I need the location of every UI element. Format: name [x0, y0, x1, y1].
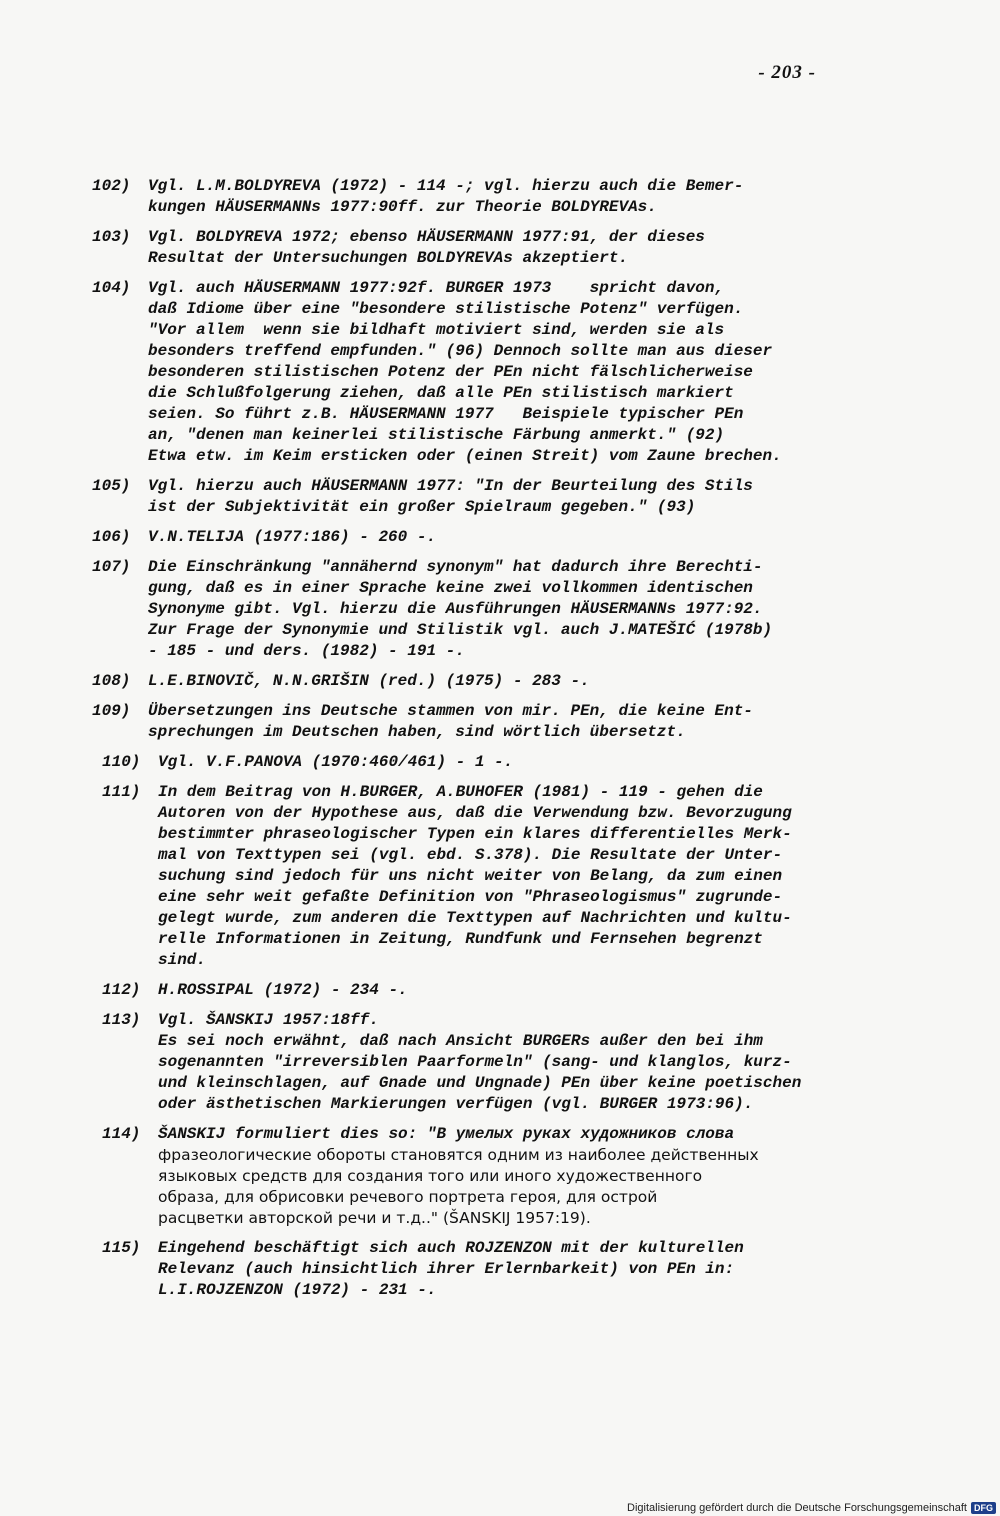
footnote — [92, 1238, 862, 1301]
footnote-line: Resultat der Untersuchungen BOLDYREVAs akzeptiert. — [148, 249, 629, 267]
footnote-number: 112) — [102, 981, 141, 999]
footnote — [92, 782, 862, 971]
footnote-line: eine sehr weit gefaßte Definition von "Phraseologismus" zugrunde- — [158, 888, 783, 906]
footnote-line: seien. So führt z.B. HÄUSERMANN 1977 Beispiele typischer PEn — [148, 405, 744, 423]
footnote — [92, 557, 862, 662]
footnote-line: H.ROSSIPAL (1972) - 234 -. — [158, 981, 408, 999]
footnote-text — [158, 1124, 862, 1229]
footnote-number: 110) — [102, 753, 141, 771]
footnote-line: bestimmter phraseologischer Typen ein klares differentielles Merk- — [158, 825, 792, 843]
footnote — [92, 701, 862, 743]
footnote-line: Vgl. ŠANSKIJ 1957:18ff. — [158, 1011, 379, 1029]
footnote-text — [148, 557, 862, 662]
footer — [627, 1502, 996, 1514]
footnote-line: suchung sind jedoch für uns nicht weiter von Belang, da zum einen — [158, 867, 783, 885]
page-number: - 203 - — [758, 62, 816, 83]
footnote-line: языковых средств для создания того или иного художественного — [158, 1167, 703, 1185]
footnote-line: - 185 - und ders. (1982) - 191 -. — [148, 642, 465, 660]
footnote-line: sogenannten "irreversiblen Paarformeln" (sang- und klanglos, kurz- — [158, 1053, 792, 1071]
footnote-line: Vgl. L.M.BOLDYREVA (1972) - 114 -; vgl. hierzu auch die Bemer- — [148, 177, 744, 195]
footnote-line: "Vor allem wenn sie bildhaft motiviert sind, werden sie als — [148, 321, 725, 339]
footnote-line: Die Einschränkung "annähernd synonym" hat dadurch ihre Berechti- — [148, 558, 763, 576]
footnote-line: Zur Frage der Synonymie und Stilistik vgl. auch J.MATEŠIĆ (1978b) — [148, 621, 773, 639]
footnote — [92, 176, 862, 218]
footnote-line: mal von Texttypen sei (vgl. ebd. S.378). Die Resultate der Unter- — [158, 846, 783, 864]
footnote-line: L.I.ROJZENZON (1972) - 231 -. — [158, 1281, 437, 1299]
footnote-text — [148, 701, 862, 743]
footnote — [92, 476, 862, 518]
footnote-line: Vgl. BOLDYREVA 1972; ebenso HÄUSERMANN 1977:91, der dieses — [148, 228, 705, 246]
footnote-line: Synonyme gibt. Vgl. hierzu die Ausführungen HÄUSERMANNs 1977:92. — [148, 600, 763, 618]
footnote-number: 114) — [102, 1125, 141, 1143]
footnote — [92, 752, 862, 773]
footnote-line: Es sei noch erwähnt, daß nach Ansicht BURGERs außer den bei ihm — [158, 1032, 763, 1050]
footnote-line: ist der Subjektivität ein großer Spielraum gegeben." (93) — [148, 498, 696, 516]
footnote — [92, 227, 862, 269]
footnote-line: sprechungen im Deutschen haben, sind wörtlich übersetzt. — [148, 723, 686, 741]
footnote-line: Etwa etw. im Keim ersticken oder (einen Streit) vom Zaune brechen. — [148, 447, 782, 465]
footnote-line: relle Informationen in Zeitung, Rundfunk und Fernsehen begrenzt — [158, 930, 763, 948]
footnote-line: und kleinschlagen, auf Gnade und Ungnade) PEn über keine poetischen — [158, 1074, 802, 1092]
footnote-line: Relevanz (auch hinsichtlich ihrer Erlernbarkeit) von PEn in: — [158, 1260, 735, 1278]
footnote-number: 102) — [92, 177, 131, 195]
footnote-line: daß Idiome über eine "besondere stilistische Potenz" verfügen. — [148, 300, 744, 318]
footnote-number: 107) — [92, 558, 131, 576]
footnote-line: besonderen stilistischen Potenz der PEn nicht fälschlicherweise — [148, 363, 753, 381]
footnote — [92, 1010, 862, 1115]
footnote — [92, 671, 862, 692]
footnote-line: gelegt wurde, zum anderen die Texttypen auf Nachrichten und kultu- — [158, 909, 792, 927]
footnote-text — [158, 1238, 862, 1301]
footnote-line: Autoren von der Hypothese aus, daß die Verwendung bzw. Bevorzugung — [158, 804, 792, 822]
footnote-text — [148, 176, 862, 218]
footnote-text — [158, 752, 862, 773]
footnote-text — [158, 1010, 862, 1115]
footnote-line: Vgl. auch HÄUSERMANN 1977:92f. BURGER 1973 spricht davon, — [148, 279, 725, 297]
footnote-line: образа, для обрисовки речевого портрета героя, для острой — [158, 1188, 658, 1206]
footnote-text — [158, 980, 862, 1001]
footnote-line: фразеологические обороты становятся одним из наиболее действенных — [158, 1146, 759, 1164]
footnote-line: besonders treffend empfunden." (96) Dennoch sollte man aus dieser — [148, 342, 773, 360]
footnote-number: 109) — [92, 702, 131, 720]
footnote-line: V.N.TELIJA (1977:186) - 260 -. — [148, 528, 437, 546]
footer-text: Digitalisierung gefördert durch die Deutsche Forschungsgemeinschaft — [627, 1502, 967, 1514]
footnote — [92, 527, 862, 548]
footnote-number: 104) — [92, 279, 131, 297]
footnote-line: oder ästhetischen Markierungen verfügen (vgl. BURGER 1973:96). — [158, 1095, 754, 1113]
footnote-number: 113) — [102, 1011, 141, 1029]
footnote-line: L.E.BINOVIČ, N.N.GRIŠIN (red.) (1975) - 283 -. — [148, 672, 590, 690]
footnote-number: 105) — [92, 477, 131, 495]
footnote — [92, 278, 862, 467]
footnote-line: расцветки авторской речи и т.д.." (ŠANSKIJ 1957:19). — [158, 1209, 591, 1227]
footnotes-list — [92, 176, 862, 1310]
footnote-line: an, "denen man keinerlei stilistische Färbung anmerkt." (92) — [148, 426, 725, 444]
footnote — [92, 1124, 862, 1229]
footnote-text — [148, 278, 862, 467]
footnote-text — [148, 227, 862, 269]
footnote-number: 111) — [102, 783, 141, 801]
footnote — [92, 980, 862, 1001]
footnote-text — [148, 476, 862, 518]
footnote-number: 115) — [102, 1239, 141, 1257]
footnote-number: 103) — [92, 228, 131, 246]
footnote-line: sind. — [158, 951, 207, 969]
footnote-line: In dem Beitrag von H.BURGER, A.BUHOFER (1981) - 119 - gehen die — [158, 783, 763, 801]
footnote-line: die Schlußfolgerung ziehen, daß alle PEn stilistisch markiert — [148, 384, 734, 402]
footnote-line: Vgl. V.F.PANOVA (1970:460/461) - 1 -. — [158, 753, 514, 771]
footnote-line: Vgl. hierzu auch HÄUSERMANN 1977: "In der Beurteilung des Stils — [148, 477, 753, 495]
footnote-line: kungen HÄUSERMANNs 1977:90ff. zur Theorie BOLDYREVAs. — [148, 198, 657, 216]
footnote-text — [148, 527, 862, 548]
footnote-number: 106) — [92, 528, 131, 546]
dfg-logo: DFG — [971, 1502, 996, 1514]
footnote-line: gung, daß es in einer Sprache keine zwei vollkommen identischen — [148, 579, 753, 597]
footnote-text — [148, 671, 862, 692]
footnote-number: 108) — [92, 672, 131, 690]
footnote-line: ŠANSKIJ formuliert dies so: "В умелых руках художников слова — [158, 1125, 735, 1143]
footnote-line: Übersetzungen ins Deutsche stammen von mir. PEn, die keine Ent- — [148, 702, 753, 720]
footnote-text — [158, 782, 862, 971]
footnote-line: Eingehend beschäftigt sich auch ROJZENZON mit der kulturellen — [158, 1239, 744, 1257]
